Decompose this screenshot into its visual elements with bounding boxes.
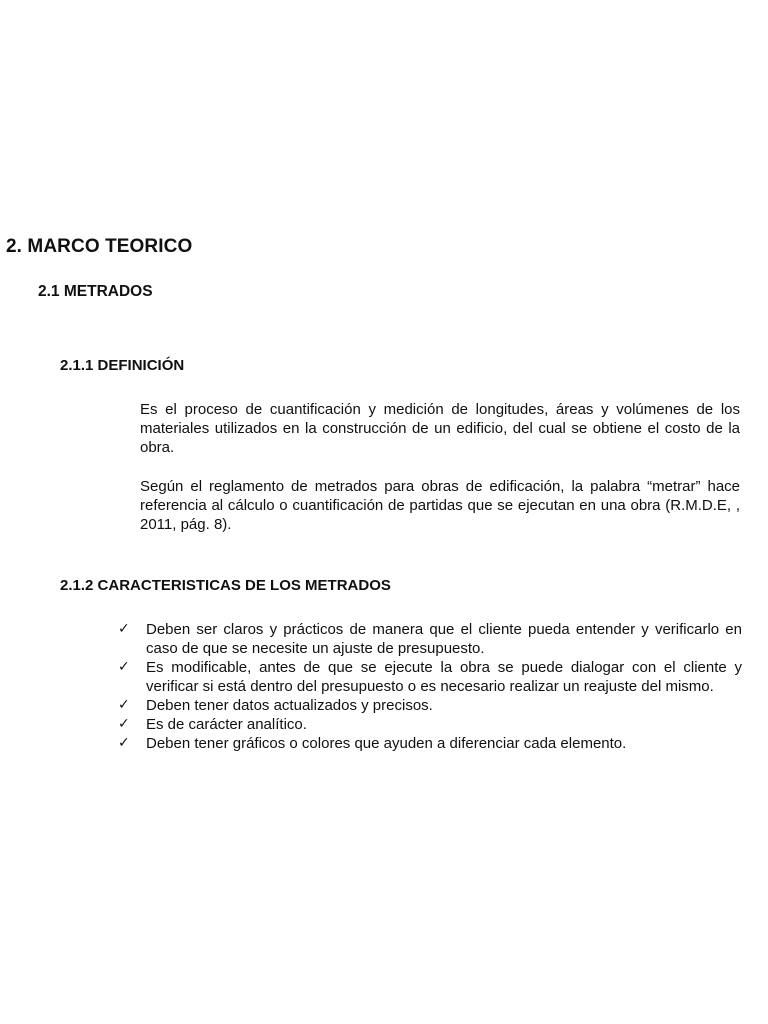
definicion-paragraph-2: Según el reglamento de metrados para obras de edificación, la palabra “metrar” hace referencia al cálculo o cuantificación de partidas que se ejecutan en una obra (R.M.D.E, , 2011, pág. 8).: [140, 478, 740, 533]
section-heading-marco-teorico: 2. MARCO TEORICO: [6, 236, 193, 257]
list-item-text: Es modificable, antes de que se ejecute la obra se puede dialogar con el cliente y verificar si está dentro del presupuesto o es necesario realizar un reajuste del mismo.: [146, 659, 742, 695]
checkmark-icon: ✓: [118, 735, 130, 751]
list-item-text: Deben tener datos actualizados y precisos.: [146, 697, 433, 714]
list-item: [118, 734, 742, 753]
list-item: [118, 620, 742, 658]
checkmark-icon: ✓: [118, 659, 130, 675]
subsection-heading-caracteristicas: 2.1.2 CARACTERISTICAS DE LOS METRADOS: [60, 577, 391, 594]
list-item: [118, 696, 742, 715]
list-item-text: Deben tener gráficos o colores que ayuden a diferenciar cada elemento.: [146, 735, 627, 752]
checkmark-icon: ✓: [118, 716, 130, 732]
checkmark-icon: ✓: [118, 697, 130, 713]
list-item-text: Deben ser claros y prácticos de manera que el cliente pueda entender y verificarlo en caso de que se necesite un ajuste de presupuesto.: [146, 621, 742, 657]
checkmark-icon: ✓: [118, 621, 130, 637]
list-item: [118, 715, 742, 734]
subsection-heading-metrados: 2.1 METRADOS: [38, 283, 153, 300]
list-item: [118, 658, 742, 696]
caracteristicas-checklist: [118, 620, 742, 753]
definicion-paragraph-1: Es el proceso de cuantificación y medición de longitudes, áreas y volúmenes de los materiales utilizados en la construcción de un edificio, del cual se obtiene el costo de la obra.: [140, 401, 740, 456]
subsection-heading-definicion: 2.1.1 DEFINICIÓN: [60, 357, 185, 374]
list-item-text: Es de carácter analítico.: [146, 716, 307, 733]
